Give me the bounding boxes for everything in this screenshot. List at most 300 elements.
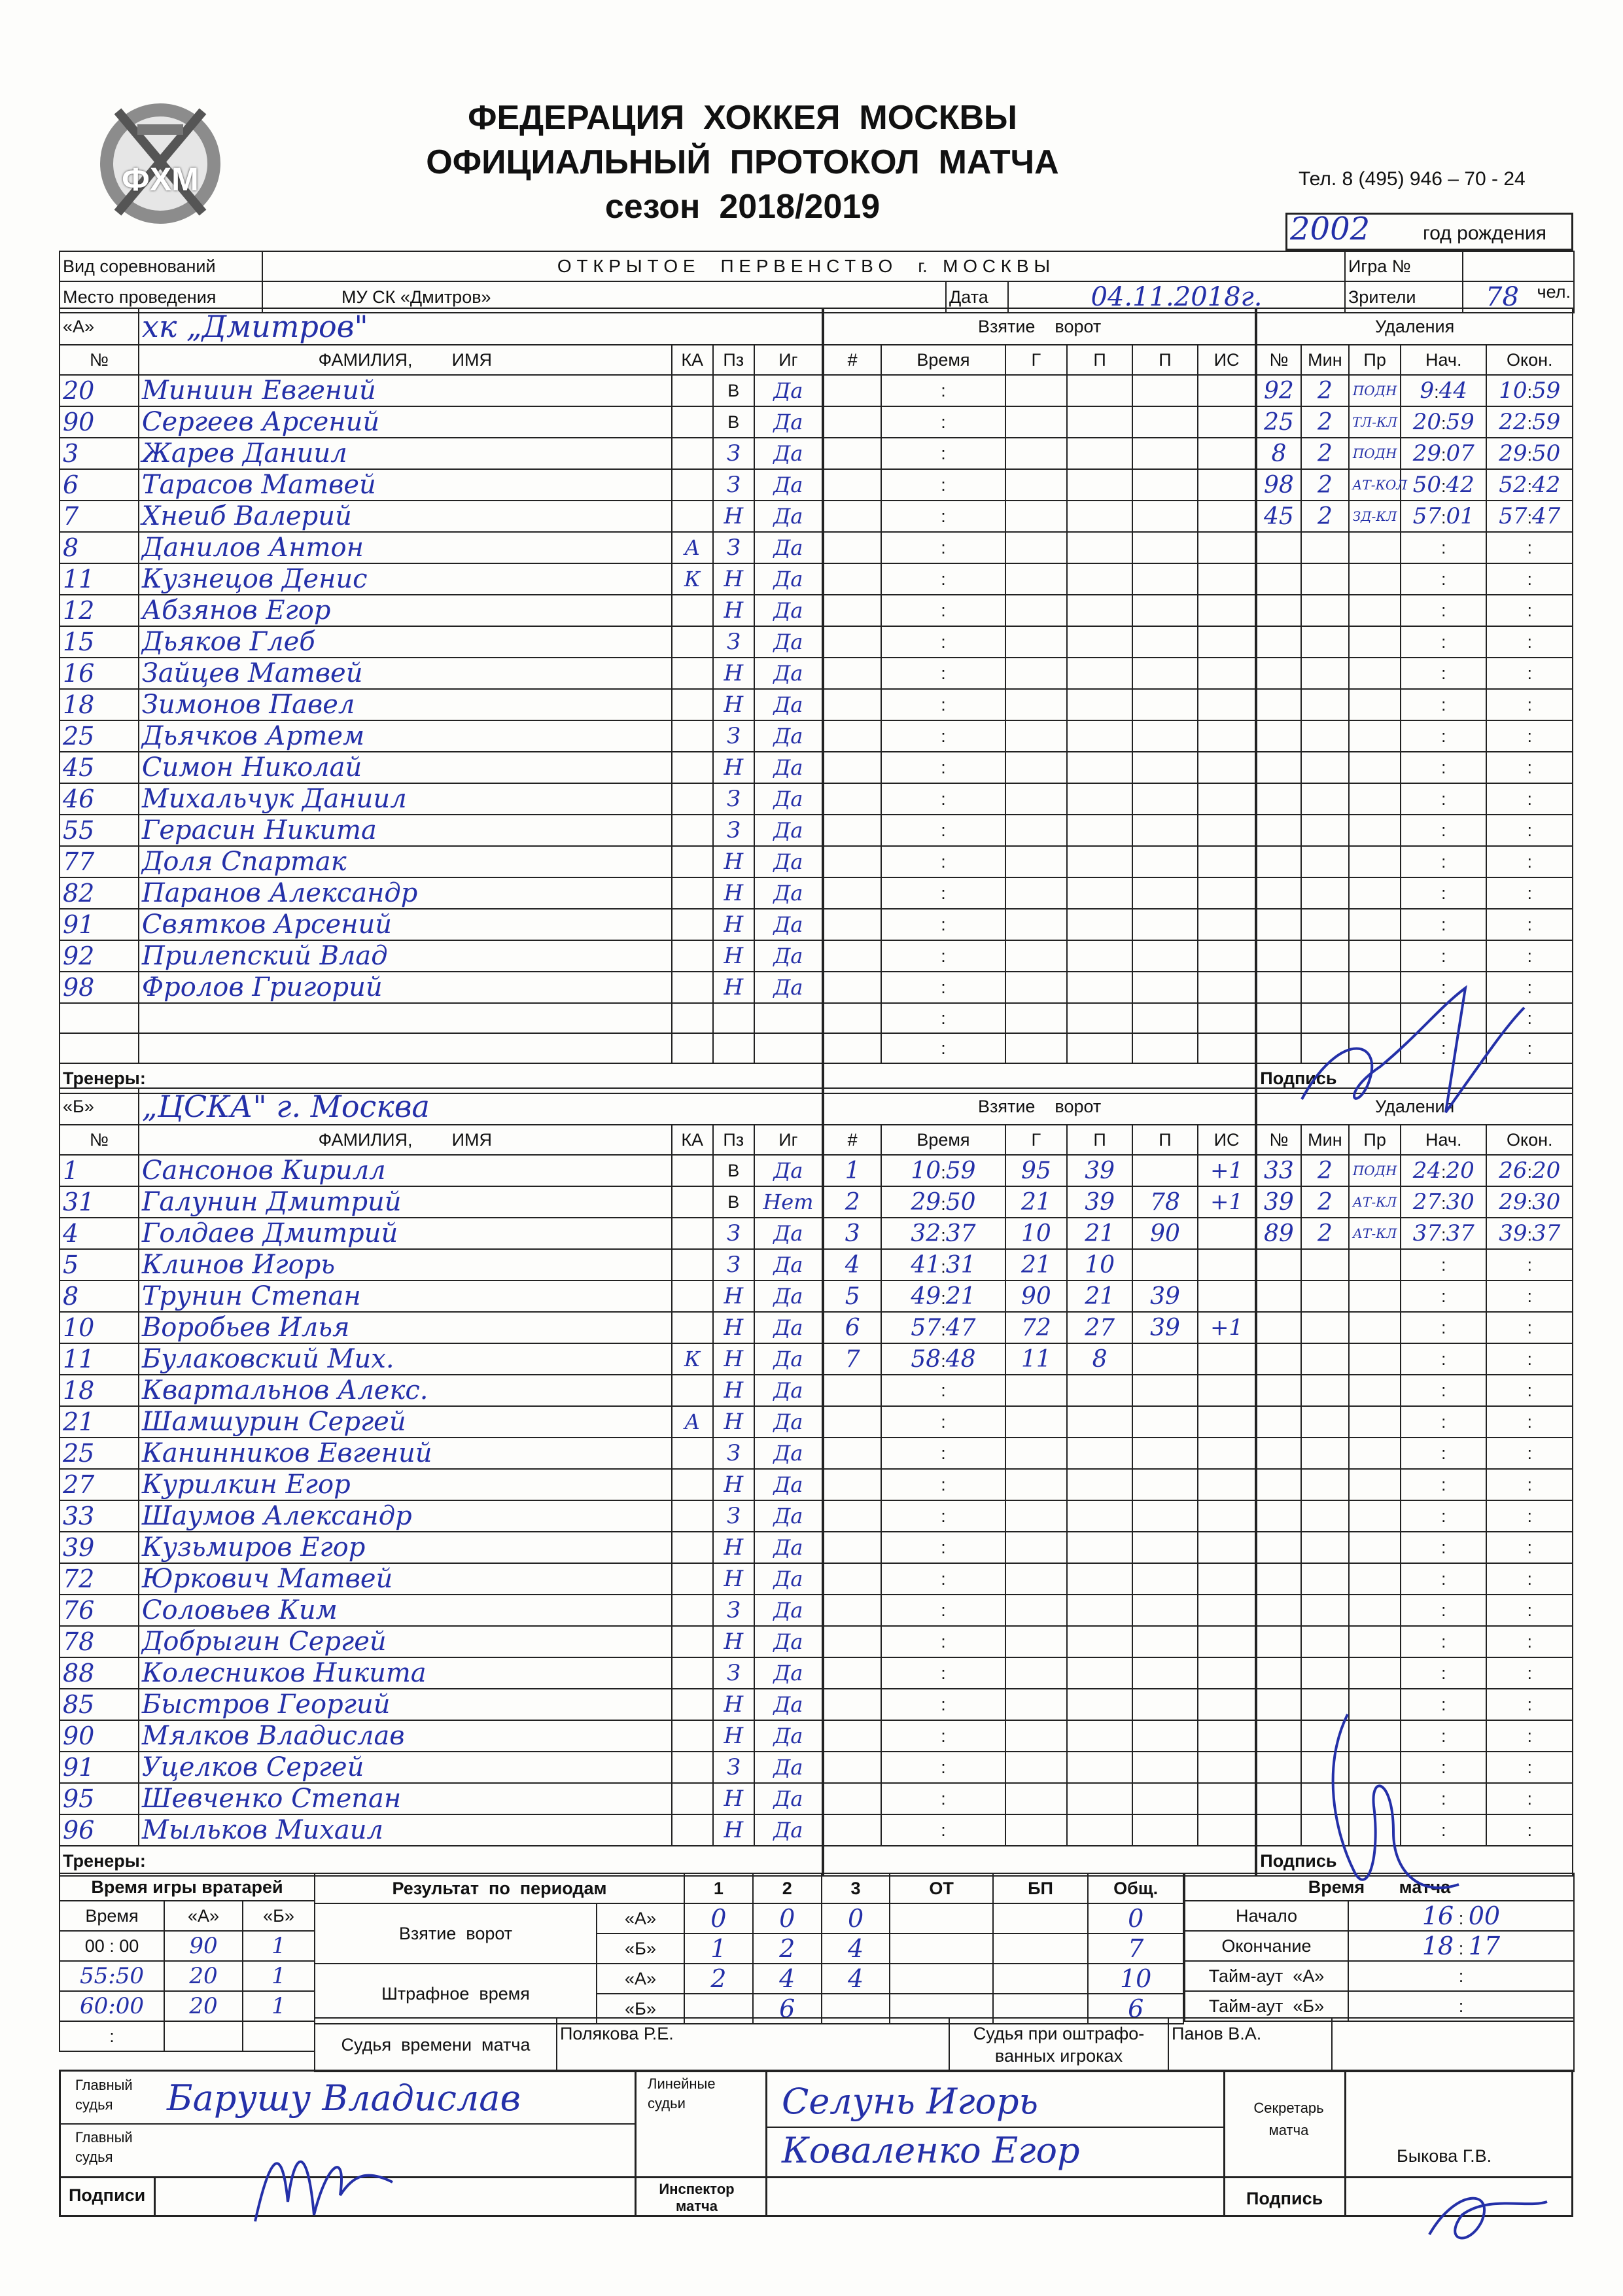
player-number: 6 bbox=[60, 469, 139, 501]
end-m: 17 bbox=[1468, 1932, 1501, 1960]
player-position: З bbox=[713, 1500, 754, 1532]
h-min: Мин bbox=[1301, 1125, 1350, 1155]
goal-number bbox=[823, 1563, 881, 1595]
goal-assist-2 bbox=[1132, 532, 1198, 563]
player-ka bbox=[672, 1814, 713, 1846]
penalty-minutes: 2 bbox=[1301, 438, 1350, 469]
penalty-number bbox=[1256, 532, 1300, 563]
goal-time: 49:21 bbox=[881, 1280, 1005, 1312]
player-number: 46 bbox=[60, 783, 139, 815]
penalty-minutes bbox=[1301, 1312, 1350, 1343]
penalty-end: : bbox=[1486, 940, 1573, 972]
penalty-minutes bbox=[1301, 1563, 1350, 1595]
spectators: 78 bbox=[1486, 282, 1519, 312]
goal-situation bbox=[1198, 689, 1256, 720]
penalty-start: : bbox=[1401, 940, 1486, 972]
player-name: Юркович Матвей bbox=[139, 1563, 672, 1595]
pim-a-label: «А» bbox=[597, 1964, 684, 1994]
penalty-start: 37:37 bbox=[1401, 1218, 1486, 1249]
player-name: Зимонов Павел bbox=[139, 689, 672, 720]
player-row bbox=[60, 752, 1573, 783]
penalty-reason: ТЛ-КЛ bbox=[1349, 406, 1401, 438]
goal-assist-1 bbox=[1067, 909, 1132, 940]
player-name: Кузьмиров Егор bbox=[139, 1532, 672, 1563]
pim-a-p2: 4 bbox=[753, 1964, 822, 1994]
penalty-minutes bbox=[1301, 689, 1350, 720]
gk-title: Время игры вратарей bbox=[60, 1873, 315, 1901]
player-plays: Да bbox=[754, 532, 823, 563]
goal-time: : bbox=[881, 1563, 1005, 1595]
goals-b-p2: 2 bbox=[753, 1934, 822, 1964]
penalty-start: : bbox=[1401, 1752, 1486, 1783]
goal-number bbox=[823, 375, 881, 406]
player-plays: Да bbox=[754, 846, 823, 877]
penalty-end: : bbox=[1486, 752, 1573, 783]
player-position: Н bbox=[713, 658, 754, 689]
goal-assist-2 bbox=[1132, 1595, 1198, 1626]
player-position: Н bbox=[713, 1689, 754, 1720]
signature-scribble-3 bbox=[1282, 968, 1544, 1152]
goal-situation bbox=[1198, 1218, 1256, 1249]
shootout-label: Судья при оштрафо-ванных игроках bbox=[949, 2018, 1168, 2072]
penalty-reason bbox=[1349, 626, 1401, 658]
goal-number bbox=[823, 783, 881, 815]
player-plays bbox=[754, 1003, 823, 1033]
title-federation: ФЕДЕРАЦИЯ ХОККЕЯ МОСКВЫ bbox=[468, 99, 1017, 137]
penalty-end: : bbox=[1486, 1406, 1573, 1438]
player-plays: Да bbox=[754, 1406, 823, 1438]
goal-situation bbox=[1198, 1469, 1256, 1500]
penalty-start: : bbox=[1401, 1814, 1486, 1846]
game-number[interactable] bbox=[1463, 251, 1574, 281]
goal-assist-1 bbox=[1067, 1003, 1132, 1033]
phone: Тел. 8 (495) 946 – 70 - 24 bbox=[1299, 168, 1526, 190]
penalty-end: : bbox=[1486, 1375, 1573, 1406]
player-number: 25 bbox=[60, 1438, 139, 1469]
h-num: № bbox=[60, 1125, 139, 1155]
goal-number: 3 bbox=[823, 1218, 881, 1249]
player-ka bbox=[672, 1003, 713, 1033]
player-name: Булаковский Мих. bbox=[139, 1343, 672, 1375]
goal-assist-2: 90 bbox=[1132, 1218, 1198, 1249]
player-ka bbox=[672, 1438, 713, 1469]
penalty-number bbox=[1256, 1406, 1300, 1438]
goal-time: : bbox=[881, 877, 1005, 909]
goal-scorer: 72 bbox=[1005, 1312, 1068, 1343]
penalty-minutes bbox=[1301, 1280, 1350, 1312]
player-plays: Да bbox=[754, 689, 823, 720]
goal-situation bbox=[1198, 1752, 1256, 1783]
player-position: Н bbox=[713, 689, 754, 720]
goal-situation bbox=[1198, 469, 1256, 501]
player-plays: Да bbox=[754, 1752, 823, 1783]
goal-situation bbox=[1198, 940, 1256, 972]
start-label: Начало bbox=[1185, 1901, 1348, 1931]
player-plays: Да bbox=[754, 1249, 823, 1280]
goal-scorer bbox=[1005, 1375, 1068, 1406]
penalty-minutes bbox=[1301, 752, 1350, 783]
to-a-label: Тайм-аут «А» bbox=[1185, 1961, 1348, 1991]
penalty-reason bbox=[1349, 940, 1401, 972]
goal-scorer bbox=[1005, 909, 1068, 940]
goal-situation bbox=[1198, 972, 1256, 1003]
player-name: Кузнецов Денис bbox=[139, 563, 672, 595]
goal-time: : bbox=[881, 1033, 1005, 1063]
penalty-end: : bbox=[1486, 1249, 1573, 1280]
goal-scorer bbox=[1005, 1595, 1068, 1626]
player-plays: Да bbox=[754, 375, 823, 406]
goals-a-label: «А» bbox=[597, 1903, 684, 1934]
penalty-reason bbox=[1349, 846, 1401, 877]
player-ka bbox=[672, 375, 713, 406]
goal-number bbox=[823, 469, 881, 501]
goal-scorer bbox=[1005, 438, 1068, 469]
goal-scorer bbox=[1005, 752, 1068, 783]
player-number: 20 bbox=[60, 375, 139, 406]
h-p2: П bbox=[1132, 1125, 1198, 1155]
player-plays: Да bbox=[754, 501, 823, 532]
goal-assist-2: 39 bbox=[1132, 1280, 1198, 1312]
penalty-minutes bbox=[1301, 909, 1350, 940]
gk-row: 55:50 20 1 bbox=[60, 1961, 315, 1991]
penalty-end: : bbox=[1486, 846, 1573, 877]
penalty-number bbox=[1256, 940, 1300, 972]
player-name: Сергеев Арсений bbox=[139, 406, 672, 438]
goals-b-p1: 1 bbox=[684, 1934, 753, 1964]
player-number: 10 bbox=[60, 1312, 139, 1343]
penalty-end: : bbox=[1486, 595, 1573, 626]
secretary: Быкова Г.В. bbox=[1397, 2146, 1492, 2166]
player-name: Данилов Антон bbox=[139, 532, 672, 563]
goal-number bbox=[823, 1500, 881, 1532]
teamA-pen-title: Удаления bbox=[1256, 308, 1573, 345]
goal-assist-2 bbox=[1132, 438, 1198, 469]
player-name: Галунин Дмитрий bbox=[139, 1186, 672, 1218]
h-pz: Пз bbox=[713, 345, 754, 375]
penalty-end: : bbox=[1486, 1033, 1573, 1063]
penalty-minutes: 2 bbox=[1301, 501, 1350, 532]
goal-number bbox=[823, 972, 881, 1003]
player-name: Дьяков Глеб bbox=[139, 626, 672, 658]
goal-time: : bbox=[881, 1438, 1005, 1469]
penalty-reason bbox=[1349, 1312, 1401, 1343]
penalty-number bbox=[1256, 752, 1300, 783]
goal-assist-2 bbox=[1132, 1343, 1198, 1375]
signature-scribble-1 bbox=[242, 2123, 412, 2234]
penalty-number bbox=[1256, 1249, 1300, 1280]
goal-assist-1 bbox=[1067, 1657, 1132, 1689]
h-is: ИС bbox=[1198, 345, 1256, 375]
inspector-label: Инспектор матча bbox=[659, 2181, 735, 2214]
penalty-number bbox=[1256, 1469, 1300, 1500]
goal-situation bbox=[1198, 532, 1256, 563]
venue: МУ СК «Дмитров» bbox=[262, 281, 946, 313]
goal-scorer: 10 bbox=[1005, 1218, 1068, 1249]
penalty-minutes bbox=[1301, 1626, 1350, 1657]
goal-assist-2: 78 bbox=[1132, 1186, 1198, 1218]
goal-assist-1 bbox=[1067, 815, 1132, 846]
goal-scorer bbox=[1005, 469, 1068, 501]
penalty-minutes bbox=[1301, 846, 1350, 877]
gk-empty: : bbox=[60, 2021, 164, 2051]
goal-time: : bbox=[881, 532, 1005, 563]
goal-assist-2 bbox=[1132, 1469, 1198, 1500]
penalty-reason bbox=[1349, 1438, 1401, 1469]
player-ka bbox=[672, 972, 713, 1003]
penalty-number bbox=[1256, 1626, 1300, 1657]
penalty-number bbox=[1256, 1752, 1300, 1783]
player-position bbox=[713, 1003, 754, 1033]
penalty-start: 24:20 bbox=[1401, 1155, 1486, 1186]
penalty-reason bbox=[1349, 1343, 1401, 1375]
penalty-end: : bbox=[1486, 815, 1573, 846]
player-name: Канинников Евгений bbox=[139, 1438, 672, 1469]
pim-b-p2: 6 bbox=[753, 1994, 822, 2024]
goal-situation bbox=[1198, 877, 1256, 909]
player-plays: Да bbox=[754, 1375, 823, 1406]
goal-assist-1 bbox=[1067, 1033, 1132, 1063]
goal-time: : bbox=[881, 1657, 1005, 1689]
penalty-minutes: 2 bbox=[1301, 406, 1350, 438]
player-ka bbox=[672, 877, 713, 909]
goal-time: : bbox=[881, 1595, 1005, 1626]
goal-assist-2 bbox=[1132, 1155, 1198, 1186]
player-ka bbox=[672, 815, 713, 846]
goal-situation bbox=[1198, 1689, 1256, 1720]
h-ig: Иг bbox=[754, 345, 823, 375]
penalty-minutes bbox=[1301, 1406, 1350, 1438]
goal-scorer bbox=[1005, 1469, 1068, 1500]
goal-scorer bbox=[1005, 1532, 1068, 1563]
goal-scorer bbox=[1005, 1003, 1068, 1033]
penalty-end: 10:59 bbox=[1486, 375, 1573, 406]
penalty-minutes: 2 bbox=[1301, 1155, 1350, 1186]
penalty-reason bbox=[1349, 877, 1401, 909]
penalty-minutes bbox=[1301, 815, 1350, 846]
h-p1: П bbox=[1067, 1125, 1132, 1155]
player-number: 4 bbox=[60, 1218, 139, 1249]
penalty-number bbox=[1256, 783, 1300, 815]
penalty-reason bbox=[1349, 783, 1401, 815]
goal-time: : bbox=[881, 658, 1005, 689]
penalty-number bbox=[1256, 1595, 1300, 1626]
penalty-start: : bbox=[1401, 1312, 1486, 1343]
player-position: Н bbox=[713, 1626, 754, 1657]
player-row bbox=[60, 1532, 1573, 1563]
player-row bbox=[60, 501, 1573, 532]
player-row bbox=[60, 1280, 1573, 1312]
goal-situation bbox=[1198, 595, 1256, 626]
goal-scorer bbox=[1005, 1033, 1068, 1063]
h-pnum: № bbox=[1256, 345, 1300, 375]
player-row bbox=[60, 1469, 1573, 1500]
goal-number bbox=[823, 658, 881, 689]
goal-assist-2 bbox=[1132, 1720, 1198, 1752]
player-ka bbox=[672, 438, 713, 469]
penalty-number bbox=[1256, 1312, 1300, 1343]
goal-situation bbox=[1198, 783, 1256, 815]
goal-number bbox=[823, 406, 881, 438]
penalty-start: : bbox=[1401, 658, 1486, 689]
penalty-reason bbox=[1349, 720, 1401, 752]
penalty-reason: АТ-КОЛ bbox=[1349, 469, 1401, 501]
main-ref-label-2: Главный судья bbox=[75, 2129, 133, 2165]
player-name: Тарасов Матвей bbox=[139, 469, 672, 501]
penalty-end: : bbox=[1486, 1626, 1573, 1657]
player-name: Квартальнов Алекс. bbox=[139, 1375, 672, 1406]
player-name: Шамшурин Сергей bbox=[139, 1406, 672, 1438]
shootout: Панов В.А. bbox=[1168, 2018, 1332, 2072]
penalty-end: : bbox=[1486, 972, 1573, 1003]
player-name bbox=[139, 1033, 672, 1063]
goal-assist-1 bbox=[1067, 626, 1132, 658]
player-name: Паранов Александр bbox=[139, 877, 672, 909]
pim-a-p3: 4 bbox=[822, 1964, 890, 1994]
pim-b-label: «Б» bbox=[597, 1994, 684, 2024]
line-refs-label: Линейные судьи bbox=[648, 2075, 716, 2111]
player-number: 92 bbox=[60, 940, 139, 972]
penalty-start: : bbox=[1401, 1563, 1486, 1595]
goal-time: : bbox=[881, 1469, 1005, 1500]
player-position: Н bbox=[713, 1532, 754, 1563]
player-position: Н bbox=[713, 972, 754, 1003]
player-row bbox=[60, 783, 1573, 815]
p3-h: 3 bbox=[822, 1873, 890, 1903]
penalty-reason: ПОДН bbox=[1349, 375, 1401, 406]
penalty-start: 29:07 bbox=[1401, 438, 1486, 469]
player-position: Н bbox=[713, 1280, 754, 1312]
penalty-minutes bbox=[1301, 1500, 1350, 1532]
penalty-minutes bbox=[1301, 1343, 1350, 1375]
goal-time: : bbox=[881, 1752, 1005, 1783]
player-number: 27 bbox=[60, 1469, 139, 1500]
goal-scorer bbox=[1005, 1406, 1068, 1438]
penalty-end: : bbox=[1486, 1343, 1573, 1375]
gk-time-h: Время bbox=[60, 1901, 164, 1931]
player-plays: Да bbox=[754, 1720, 823, 1752]
player-row bbox=[60, 1249, 1573, 1280]
goal-assist-2 bbox=[1132, 1003, 1198, 1033]
penalty-minutes bbox=[1301, 626, 1350, 658]
penalty-end: : bbox=[1486, 1595, 1573, 1626]
goal-time: : bbox=[881, 783, 1005, 815]
h-name: ФАМИЛИЯ, ИМЯ bbox=[139, 1125, 672, 1155]
penalty-end: : bbox=[1486, 532, 1573, 563]
h-pnum: № bbox=[1256, 1125, 1300, 1155]
player-plays: Да bbox=[754, 1218, 823, 1249]
goal-situation bbox=[1198, 375, 1256, 406]
goal-scorer bbox=[1005, 972, 1068, 1003]
penalty-start: : bbox=[1401, 595, 1486, 626]
goal-time: : bbox=[881, 375, 1005, 406]
penalty-reason bbox=[1349, 1563, 1401, 1595]
player-row bbox=[60, 1375, 1573, 1406]
penalty-end: : bbox=[1486, 1814, 1573, 1846]
penalty-start: 50:42 bbox=[1401, 469, 1486, 501]
player-position: Н bbox=[713, 909, 754, 940]
player-position: З bbox=[713, 1249, 754, 1280]
h-start: Нач. bbox=[1401, 345, 1486, 375]
goal-time: 32:37 bbox=[881, 1218, 1005, 1249]
goal-assist-2 bbox=[1132, 1500, 1198, 1532]
goal-situation bbox=[1198, 1406, 1256, 1438]
signature-scribble-2 bbox=[1416, 2182, 1560, 2254]
player-ka: А bbox=[672, 532, 713, 563]
penalty-reason: ЗД-КЛ bbox=[1349, 501, 1401, 532]
goal-assist-1 bbox=[1067, 1469, 1132, 1500]
penalty-number: 33 bbox=[1256, 1155, 1300, 1186]
player-number: 3 bbox=[60, 438, 139, 469]
player-position: Н bbox=[713, 563, 754, 595]
player-plays: Да bbox=[754, 469, 823, 501]
penalty-reason bbox=[1349, 595, 1401, 626]
player-number: 7 bbox=[60, 501, 139, 532]
goal-assist-2 bbox=[1132, 1689, 1198, 1720]
penalty-start: : bbox=[1401, 846, 1486, 877]
player-ka bbox=[672, 1033, 713, 1063]
player-name: Добрыгин Сергей bbox=[139, 1626, 672, 1657]
goals-b-label: «Б» bbox=[597, 1934, 684, 1964]
penalty-reason: АТ-КЛ bbox=[1349, 1218, 1401, 1249]
secretary-label: Секретарь матча bbox=[1253, 2100, 1324, 2138]
player-row bbox=[60, 1218, 1573, 1249]
title-season: сезон 2018/2019 bbox=[604, 188, 881, 226]
player-row bbox=[60, 1657, 1573, 1689]
penalty-number bbox=[1256, 1532, 1300, 1563]
penalty-number: 39 bbox=[1256, 1186, 1300, 1218]
signature-scribble-4 bbox=[1308, 1701, 1478, 1911]
goal-time: : bbox=[881, 563, 1005, 595]
player-plays: Да bbox=[754, 1438, 823, 1469]
gk-b-h: «Б» bbox=[243, 1901, 315, 1931]
penalty-end: : bbox=[1486, 1469, 1573, 1500]
player-position: Н bbox=[713, 1783, 754, 1814]
player-name: Мыльков Михаил bbox=[139, 1814, 672, 1846]
goal-time: : bbox=[881, 595, 1005, 626]
player-row bbox=[60, 877, 1573, 909]
goal-assist-1 bbox=[1067, 563, 1132, 595]
h-time: Время bbox=[881, 345, 1005, 375]
player-position: З bbox=[713, 1218, 754, 1249]
penalty-minutes bbox=[1301, 563, 1350, 595]
player-plays: Да bbox=[754, 1343, 823, 1375]
penalty-reason bbox=[1349, 1595, 1401, 1626]
goal-assist-2 bbox=[1132, 689, 1198, 720]
player-position: З bbox=[713, 626, 754, 658]
timekeeper-label: Судья времени матча bbox=[315, 2018, 557, 2072]
player-plays: Да bbox=[754, 406, 823, 438]
player-position: Н bbox=[713, 877, 754, 909]
player-row bbox=[60, 1438, 1573, 1469]
player-ka bbox=[672, 1752, 713, 1783]
penalty-minutes: 2 bbox=[1301, 1186, 1350, 1218]
goal-assist-2 bbox=[1132, 1375, 1198, 1406]
player-position: З bbox=[713, 532, 754, 563]
penalty-end: : bbox=[1486, 1003, 1573, 1033]
penalty-start: : bbox=[1401, 1657, 1486, 1689]
penalty-end: : bbox=[1486, 1783, 1573, 1814]
goal-situation bbox=[1198, 1249, 1256, 1280]
penalty-reason bbox=[1349, 752, 1401, 783]
player-row bbox=[60, 626, 1573, 658]
goal-number: 6 bbox=[823, 1312, 881, 1343]
player-plays: Да bbox=[754, 972, 823, 1003]
penalty-number bbox=[1256, 720, 1300, 752]
goal-scorer bbox=[1005, 1500, 1068, 1532]
timekeeper: Полякова Р.Е. bbox=[557, 2018, 949, 2072]
goal-time: : bbox=[881, 1406, 1005, 1438]
goal-assist-2 bbox=[1132, 1814, 1198, 1846]
